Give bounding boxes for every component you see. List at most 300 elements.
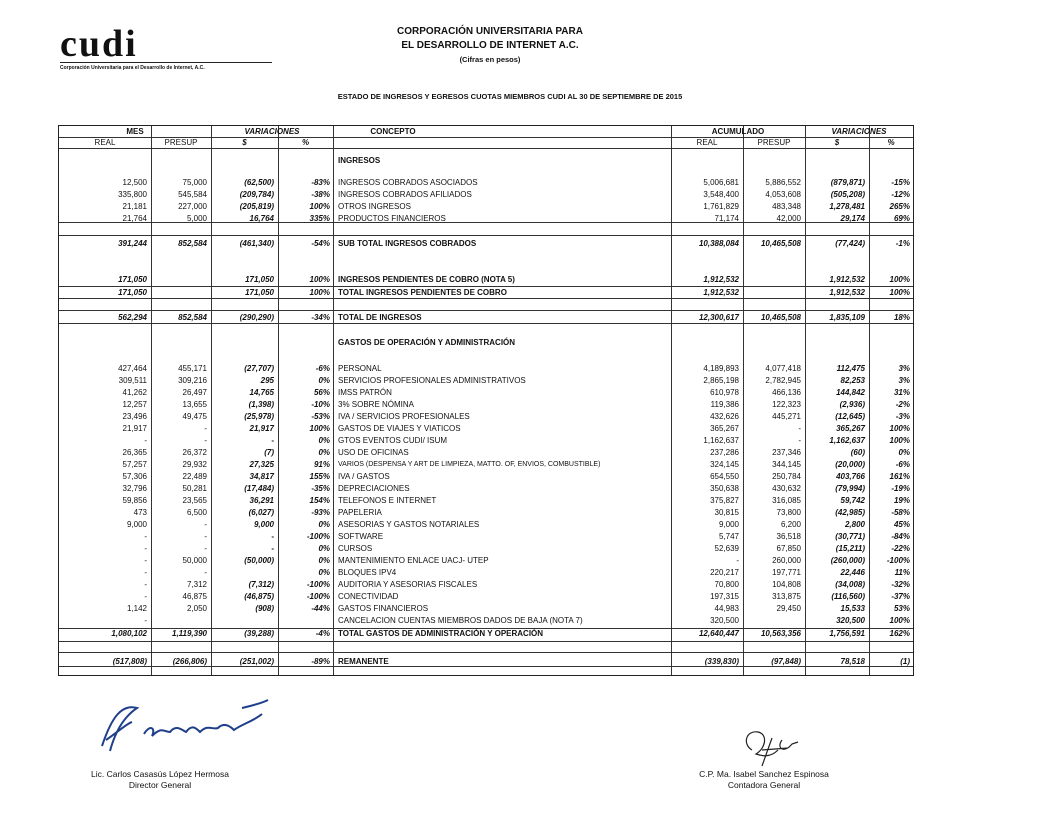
cell-mes-real: - [144,556,147,565]
cell-mes-presup: 26,497 [182,388,207,397]
cell-mes-presup: 7,312 [186,580,207,589]
total-rule [59,235,913,236]
cell-acum-var-amount: (879,871) [830,178,865,187]
cell-acum-real: 52,639 [714,544,739,553]
cell-acum-var-pct: 53% [893,604,910,613]
table-row [59,213,913,224]
table-row [59,375,913,386]
director-signature-block [60,769,260,791]
sub-header-var-amount: $ [242,138,247,147]
cell-mes-real: 171,050 [118,288,147,297]
cell-var-pct: 0% [318,544,330,553]
cell-mes-real: - [144,580,147,589]
cell-acum-real: - [736,556,739,565]
cell-var-amount: - [271,544,274,553]
cell-acum-var-amount: 1,835,109 [829,313,865,322]
cell-acum-var-amount: 29,174 [840,214,865,223]
cell-acum-var-amount: (34,008) [835,580,865,589]
cell-mes-presup: 545,584 [178,190,207,199]
cell-concept: 3% SOBRE NÓMINA [338,400,415,409]
cell-acum-presup: 10,465,508 [760,313,801,322]
section-heading: INGRESOS [338,156,381,165]
cell-var-amount: (17,484) [244,484,274,493]
cell-acum-real: 12,300,617 [698,313,739,322]
cell-concept: INGRESOS COBRADOS AFILIADOS [338,190,472,199]
cell-var-pct: -44% [311,604,330,613]
cell-concept: AUDITORIA Y ASESORIAS FISCALES [338,580,478,589]
cell-mes-presup: 50,281 [182,484,207,493]
table-row [59,628,913,639]
cell-var-pct: 154% [309,496,330,505]
cell-mes-real: - [144,592,147,601]
cudi-logo [60,23,272,71]
sub-header-acum-real: REAL [696,138,718,147]
cell-acum-real: 71,174 [714,214,739,223]
cell-acum-presup: 42,000 [776,214,801,223]
table-row [59,507,913,518]
cell-var-pct: -100% [306,580,330,589]
cell-var-pct: 100% [309,202,330,211]
cell-concept: IVA / GASTOS [338,472,390,481]
cell-acum-var-pct: -12% [891,190,910,199]
cell-acum-real: 324,145 [710,460,739,469]
cell-var-amount: (46,875) [244,592,274,601]
cell-mes-presup: 309,216 [178,376,207,385]
cell-concept: TOTAL INGRESOS PENDIENTES DE COBRO [338,288,507,297]
cell-mes-real: 1,142 [126,604,147,613]
cell-mes-presup: 852,584 [178,313,207,322]
cell-acum-var-amount: 1,912,532 [829,275,865,284]
cell-acum-var-amount: 2,800 [844,520,865,529]
logo-wordmark: cudi [60,23,138,65]
acumulado-header: ACUMULADO [711,127,765,136]
cell-var-pct: -34% [311,313,330,322]
cell-mes-real: 171,050 [118,275,147,284]
cell-acum-var-pct: -2% [895,400,910,409]
cell-acum-var-pct: 0% [898,448,910,457]
cell-acum-var-pct: -22% [891,544,910,553]
cell-acum-presup: 122,323 [772,400,801,409]
header-rule [59,148,913,149]
cell-acum-presup: 29,450 [776,604,801,613]
cell-acum-real: 119,386 [710,400,739,409]
cell-acum-var-amount: 22,446 [840,568,865,577]
cell-acum-var-amount: 320,500 [836,616,865,625]
cell-mes-real: 391,244 [118,239,147,248]
cell-concept: REMANENTE [338,657,389,666]
cell-acum-presup: 250,784 [772,472,801,481]
cell-mes-real: 562,294 [118,313,147,322]
cell-concept: DEPRECIACIONES [338,484,410,493]
cell-acum-var-amount: 112,475 [836,364,865,373]
cell-acum-var-pct: -37% [891,592,910,601]
cell-var-amount: 34,817 [249,472,274,481]
cell-mes-real: 1,080,102 [111,629,147,638]
cell-acum-real: 4,189,893 [703,364,739,373]
cell-acum-var-amount: 82,253 [840,376,865,385]
total-rule [59,310,913,311]
table-row [59,411,913,422]
cell-var-amount: (6,027) [248,508,274,517]
cell-concept: OTROS INGRESOS [338,202,411,211]
table-row [59,656,913,667]
cell-acum-var-amount: 78,518 [840,657,865,666]
cell-acum-real: 320,500 [710,616,739,625]
cell-acum-real: 365,267 [710,424,739,433]
cell-acum-var-amount: 365,267 [836,424,865,433]
income-statement-table [58,125,914,676]
cell-acum-presup: (97,848) [771,657,801,666]
cell-mes-presup: - [204,568,207,577]
cell-var-pct: -89% [311,657,330,666]
cell-acum-real: 9,000 [718,520,739,529]
cell-acum-real: 1,761,829 [703,202,739,211]
director-name: Lic. Carlos Casasús López Hermosa [91,769,229,779]
cell-var-pct: 91% [313,460,330,469]
org-title-line2: EL DESARROLLO DE INTERNET A.C. [401,40,579,51]
cell-acum-var-pct: -19% [891,484,910,493]
table-row [59,287,913,298]
cell-acum-presup: 344,145 [772,460,801,469]
cell-acum-var-amount: (20,000) [835,460,865,469]
cell-var-amount: (25,978) [244,412,274,421]
cell-mes-presup: 852,584 [178,239,207,248]
table-row [59,399,913,410]
cell-acum-presup: 430,632 [772,484,801,493]
cell-acum-presup: 2,782,945 [765,376,801,385]
table-row [59,579,913,590]
cell-mes-presup: 227,000 [178,202,207,211]
cell-acum-real: 1,912,532 [703,288,739,297]
cell-acum-real: 432,626 [710,412,739,421]
cell-acum-real: 350,638 [710,484,739,493]
cell-var-amount: (27,707) [244,364,274,373]
cell-acum-presup: 73,800 [776,508,801,517]
cell-concept: PERSONAL [338,364,382,373]
cell-concept: USO DE OFICINAS [338,448,409,457]
cell-acum-presup: 316,085 [772,496,801,505]
cell-mes-presup: - [204,544,207,553]
cell-var-amount: (50,000) [244,556,274,565]
cell-acum-real: 10,388,084 [698,239,739,248]
cell-var-pct: -38% [311,190,330,199]
cell-concept: SUB TOTAL INGRESOS COBRADOS [338,239,477,248]
table-row [59,519,913,530]
cell-var-pct: 56% [313,388,330,397]
table-row [59,495,913,506]
cell-concept: SOFTWARE [338,532,384,541]
cell-acum-var-pct: 100% [889,424,910,433]
variaciones-acum-header: VARIACIONES [831,127,887,136]
cell-acum-var-pct: 69% [893,214,910,223]
cell-concept: GTOS EVENTOS CUDI/ ISUM [338,436,448,445]
currency-note: (Cifras en pesos) [459,55,521,64]
cell-mes-real: - [144,532,147,541]
cell-var-amount: 295 [260,376,274,385]
cell-acum-var-pct: -6% [895,460,910,469]
cell-acum-real: 5,006,681 [703,178,739,187]
cell-mes-real: - [144,544,147,553]
cell-mes-real: 57,257 [122,460,147,469]
cell-acum-real: 220,217 [710,568,739,577]
cell-acum-var-amount: (2,936) [839,400,865,409]
cell-concept: INGRESOS PENDIENTES DE COBRO (NOTA 5) [338,275,515,284]
cell-acum-presup: 4,077,418 [765,364,801,373]
cell-acum-real: 30,815 [714,508,739,517]
cell-acum-var-pct: 100% [889,436,910,445]
cell-var-amount: 14,765 [249,388,274,397]
cell-mes-real: 12,500 [122,178,147,187]
cell-var-pct: 100% [309,424,330,433]
cell-var-pct: 0% [318,448,330,457]
cell-concept: PAPELERIA [338,508,382,517]
cell-mes-real: 12,257 [122,400,147,409]
cell-var-pct: -4% [315,629,330,638]
table-row [59,591,913,602]
cell-acum-real: 237,286 [710,448,739,457]
cell-acum-var-pct: 3% [898,364,910,373]
cell-acum-var-amount: 59,742 [840,496,865,505]
cell-mes-real: - [144,616,147,625]
cell-acum-var-amount: (505,208) [830,190,865,199]
cell-mes-real: 309,511 [118,376,147,385]
cell-concept: ASESORIAS Y GASTOS NOTARIALES [338,520,480,529]
org-title-line1: CORPORACIÓN UNIVERSITARIA PARA [397,26,583,37]
cell-mes-real: 26,365 [122,448,147,457]
cell-acum-real: 1,162,637 [703,436,739,445]
accountant-signature-block [664,769,864,791]
table-row [59,274,913,285]
sub-header-presup: PRESUP [164,138,198,147]
cell-acum-presup: 445,271 [772,412,801,421]
cell-acum-presup: 237,346 [772,448,801,457]
cell-acum-real: 44,983 [714,604,739,613]
cell-concept: TELEFONOS E INTERNET [338,496,437,505]
table-row [59,201,913,212]
table-row [59,567,913,578]
cell-var-amount: (1,398) [248,400,274,409]
cell-acum-var-amount: 15,533 [840,604,865,613]
director-signature [92,696,282,756]
sub-header-acum-var-amount: $ [834,138,840,147]
table-row [59,483,913,494]
cell-mes-real: 57,306 [122,472,147,481]
cell-concept: IVA / SERVICIOS PROFESIONALES [338,412,470,421]
cell-acum-var-amount: (116,560) [831,592,865,601]
cell-acum-var-pct: 19% [893,496,910,505]
cell-acum-presup: 67,850 [776,544,801,553]
cell-var-amount: (251,002) [239,657,274,666]
cell-mes-real: 41,262 [122,388,147,397]
cell-acum-presup: 466,136 [772,388,801,397]
cell-acum-var-pct: 31% [893,388,910,397]
sub-header-acum-var-pct: % [887,138,895,147]
cell-acum-var-amount: (30,771) [835,532,865,541]
cell-var-pct: 100% [309,275,330,284]
cell-acum-presup: - [798,436,801,445]
cell-mes-presup: 2,050 [186,604,207,613]
cell-var-pct: -83% [311,178,330,187]
cell-acum-var-pct: -1% [895,239,910,248]
cell-acum-var-amount: (60) [850,448,865,457]
table-row [59,387,913,398]
cell-mes-real: 59,856 [122,496,147,505]
cell-var-pct: 0% [318,520,330,529]
table-row [59,543,913,554]
sub-header-var-pct: % [301,138,310,147]
sub-header-row [59,137,913,148]
cell-acum-var-pct: 162% [889,629,910,638]
table-row [59,447,913,458]
table-row [59,555,913,566]
cell-acum-real: 654,550 [710,472,739,481]
cell-mes-presup: 13,655 [182,400,207,409]
cell-mes-real: - [144,568,147,577]
cell-concept: CONECTIVIDAD [338,592,399,601]
total-rule [59,641,913,642]
cell-var-pct: 0% [318,436,330,445]
cell-acum-var-amount: (77,424) [835,239,865,248]
cell-acum-var-amount: (260,000) [830,556,865,565]
cell-acum-var-amount: 1,912,532 [829,288,865,297]
cell-acum-var-pct: 100% [889,288,910,297]
total-rule [59,298,913,299]
cell-concept: IMSS PATRÓN [338,388,392,397]
cell-acum-real: 5,747 [718,532,739,541]
cell-var-amount: 21,917 [249,424,274,433]
cell-concept: GASTOS FINANCIEROS [338,604,429,613]
concepto-header: CONCEPTO [370,127,416,136]
cell-acum-real: 610,978 [710,388,739,397]
total-rule [59,652,913,653]
cell-var-amount: (7,312) [248,580,274,589]
cell-mes-real: 427,464 [118,364,147,373]
cell-mes-real: 473 [133,508,147,517]
cell-var-pct: 100% [309,288,330,297]
cell-mes-real: 9,000 [126,520,147,529]
cell-var-amount: (290,290) [239,313,274,322]
cell-concept: TOTAL GASTOS DE ADMINISTRACIÓN Y OPERACIÓN [338,629,544,638]
cell-acum-presup: - [798,424,801,433]
cell-acum-var-amount: (15,211) [835,544,865,553]
cell-acum-presup: 36,518 [776,532,801,541]
table-row [59,363,913,374]
table-row [59,177,913,188]
cell-acum-var-pct: (1) [900,657,910,666]
cell-acum-var-pct: -100% [886,556,910,565]
cell-var-amount: (461,340) [239,239,274,248]
cell-var-pct: -100% [306,532,330,541]
cell-acum-var-amount: (42,985) [835,508,865,517]
cell-acum-var-amount: 1,756,591 [829,629,865,638]
cell-concept: BLOQUES IPV4 [338,568,397,577]
cell-var-pct: -93% [311,508,330,517]
cell-var-amount: (7) [264,448,274,457]
table-row [59,459,913,470]
cell-acum-var-amount: (12,645) [835,412,865,421]
table-row [59,435,913,446]
cell-mes-presup: 1,119,390 [172,629,207,638]
director-title: Director General [128,780,192,790]
accountant-title: Contadora General [727,780,801,790]
cell-mes-real: 21,917 [122,424,147,433]
cell-acum-var-pct: 45% [893,520,910,529]
cell-var-amount: (205,819) [239,202,274,211]
cell-var-amount: 9,000 [253,520,274,529]
cell-mes-presup: 26,372 [182,448,207,457]
cell-concept: GASTOS DE VIAJES Y VIATICOS [338,424,461,433]
cell-acum-var-pct: -58% [891,508,910,517]
statement-title: ESTADO DE INGRESOS Y EGRESOS CUOTAS MIEMBROS CUDI AL 30 DE SEPTIEMBRE DE 2015 [337,92,683,101]
cell-mes-presup: 23,565 [182,496,207,505]
variaciones-header: VARIACIONES [244,127,300,136]
cell-var-pct: -100% [306,592,330,601]
cell-acum-var-pct: 3% [898,376,910,385]
cell-mes-real: 335,800 [118,190,147,199]
cell-mes-presup: - [204,532,207,541]
table-row [59,189,913,200]
cell-var-amount: - [271,532,274,541]
cell-mes-presup: 5,000 [186,214,207,223]
total-rule [59,323,913,324]
cell-acum-real: 2,865,198 [703,376,739,385]
cell-var-pct: -53% [311,412,330,421]
cell-acum-presup: 10,465,508 [760,239,801,248]
cell-acum-presup: 483,348 [772,202,801,211]
table-row [59,603,913,614]
table-row [59,337,913,348]
sub-header-acum-presup: PRESUP [757,138,791,147]
accountant-signature [732,720,812,770]
cell-var-amount: 16,764 [249,214,274,223]
cell-mes-real: - [144,436,147,445]
cell-acum-var-amount: (79,994) [835,484,865,493]
cell-concept: MANTENIMIENTO ENLACE UACJ- UTEP [338,556,489,565]
cell-acum-presup: 10,563,356 [760,629,801,638]
cell-acum-var-pct: -15% [891,178,910,187]
table-row [59,238,913,249]
cell-mes-presup: 6,500 [186,508,207,517]
cell-acum-presup: 313,875 [772,592,801,601]
cell-concept: CURSOS [338,544,373,553]
cell-var-amount: (62,500) [244,178,274,187]
cell-mes-presup: 455,171 [178,364,207,373]
cell-var-pct: 0% [318,376,330,385]
cell-var-amount: (209,784) [239,190,274,199]
cell-mes-presup: 50,000 [182,556,207,565]
cell-concept: TOTAL DE INGRESOS [338,313,422,322]
cell-acum-real: 3,548,400 [703,190,739,199]
cell-acum-var-pct: -32% [891,580,910,589]
cell-acum-var-amount: 144,842 [836,388,865,397]
cell-acum-presup: 6,200 [780,520,801,529]
table-row [59,471,913,482]
cell-var-amount: (39,288) [244,629,274,638]
section-heading: GASTOS DE OPERACIÓN Y ADMINISTRACIÓN [338,338,516,347]
cell-var-pct: -10% [311,400,330,409]
cell-var-pct: 155% [309,472,330,481]
cell-concept: SERVICIOS PROFESIONALES ADMINISTRATIVOS [338,376,526,385]
cell-mes-presup: - [204,424,207,433]
cell-mes-presup: - [204,436,207,445]
cell-acum-var-pct: 100% [889,616,910,625]
cell-concept: VARIOS (DESPENSA Y ART DE LIMPIEZA, MATTO. OF, ENVIOS, COMBUSTIBLE) [338,461,601,468]
table-row [59,423,913,434]
cell-acum-real: 1,912,532 [703,275,739,284]
cell-var-pct: 0% [318,556,330,565]
cell-var-amount: 171,050 [245,288,274,297]
cell-mes-real: 32,796 [122,484,147,493]
